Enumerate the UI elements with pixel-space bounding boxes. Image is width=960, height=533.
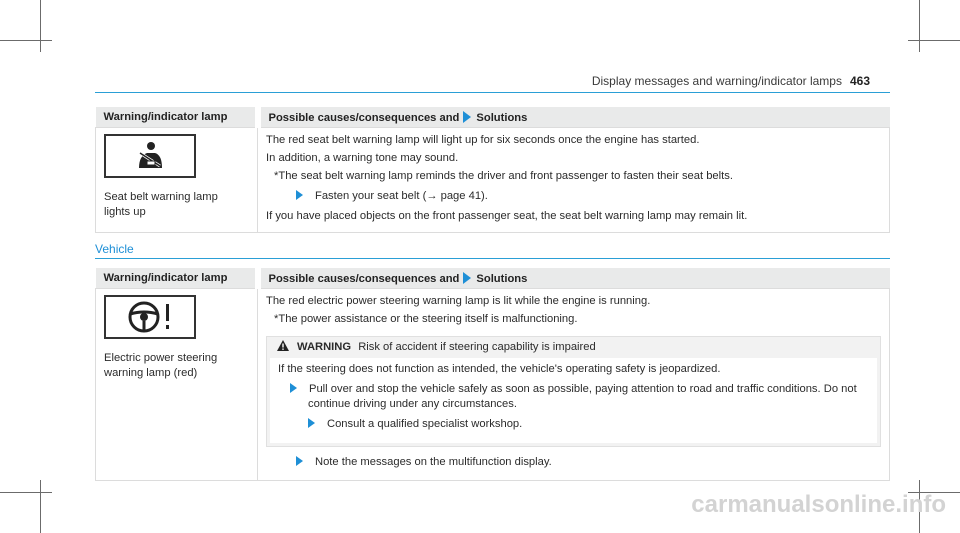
section-title: Vehicle	[95, 242, 134, 256]
warning-text: Risk of accident if steering capability is impaired	[358, 341, 596, 353]
page-header	[592, 74, 870, 88]
warning-body: If the steering does not function as intended, the vehicle's operating safety is jeopardized. Pull over and stop the vehicle safely as soon as possible, paying attention to road and traffic conditions. Do not continue driving under any circumstances. Consult a qualified specialist workshop.	[270, 358, 877, 443]
solution-step: Pull over and stop the vehicle safely as soon as possible, paying attention to road and traffic conditions. Do not continue driving under any circumstances.	[278, 382, 869, 412]
solution-step: Fasten your seat belt (→ page 41).	[266, 189, 881, 204]
arrow-icon	[463, 272, 471, 284]
column-header-causes: Possible causes/consequences and Solutions	[258, 268, 890, 289]
warning-box	[266, 336, 881, 447]
page-number: 463	[849, 74, 870, 88]
section-rule	[95, 258, 890, 259]
causes-cell	[258, 289, 890, 481]
column-header-lamp: Warning/indicator lamp	[96, 268, 258, 289]
arrow-icon	[308, 418, 315, 428]
lamp-label: Electric power steering warning lamp (red)	[104, 352, 218, 379]
cause-line: *The seat belt warning lamp reminds the driver and front passenger to fasten their seat belts.	[274, 170, 733, 182]
causes-cell	[258, 128, 890, 233]
header-rule	[95, 92, 890, 93]
warning-triangle-icon	[277, 340, 289, 351]
crop-mark	[40, 0, 41, 52]
note-line: If you have placed objects on the front passenger seat, the seat belt warning lamp may remain lit.	[266, 210, 748, 222]
crop-mark	[40, 480, 41, 533]
seat-belt-icon	[104, 134, 196, 178]
arrow-icon	[296, 456, 303, 466]
crop-mark	[908, 40, 960, 41]
arrow-icon	[463, 111, 471, 123]
cause-line: The red electric power steering warning lamp is lit while the engine is running.	[266, 295, 651, 307]
header-title: Display messages and warning/indicator lamps	[591, 74, 842, 88]
cause-line: The red seat belt warning lamp will light up for six seconds once the engine has started.	[266, 134, 700, 146]
crop-mark	[0, 492, 52, 493]
solution-step: Note the messages on the multifunction display.	[266, 455, 881, 470]
lamp-cell	[96, 289, 258, 481]
crop-mark	[919, 0, 920, 52]
column-header-causes: Possible causes/consequences and Solutions	[258, 107, 890, 128]
cause-line: In addition, a warning tone may sound.	[266, 152, 459, 164]
lamp-label: Seat belt warning lamp lights up	[104, 191, 218, 218]
arrow-icon	[290, 383, 297, 393]
solution-step: Consult a qualified specialist workshop.	[278, 417, 869, 432]
crop-mark	[0, 40, 52, 41]
warning-header	[267, 337, 880, 358]
column-header-lamp: Warning/indicator lamp	[96, 107, 258, 128]
power-steering-table	[95, 268, 890, 481]
steering-wheel-warning-icon	[104, 295, 196, 339]
arrow-icon	[296, 190, 303, 200]
seat-belt-table	[95, 107, 890, 233]
cause-line: *The power assistance or the steering itself is malfunctioning.	[274, 313, 578, 325]
watermark: carmanualsonline.info	[691, 491, 946, 518]
lamp-cell	[96, 128, 258, 233]
warning-title: WARNING	[297, 341, 352, 353]
